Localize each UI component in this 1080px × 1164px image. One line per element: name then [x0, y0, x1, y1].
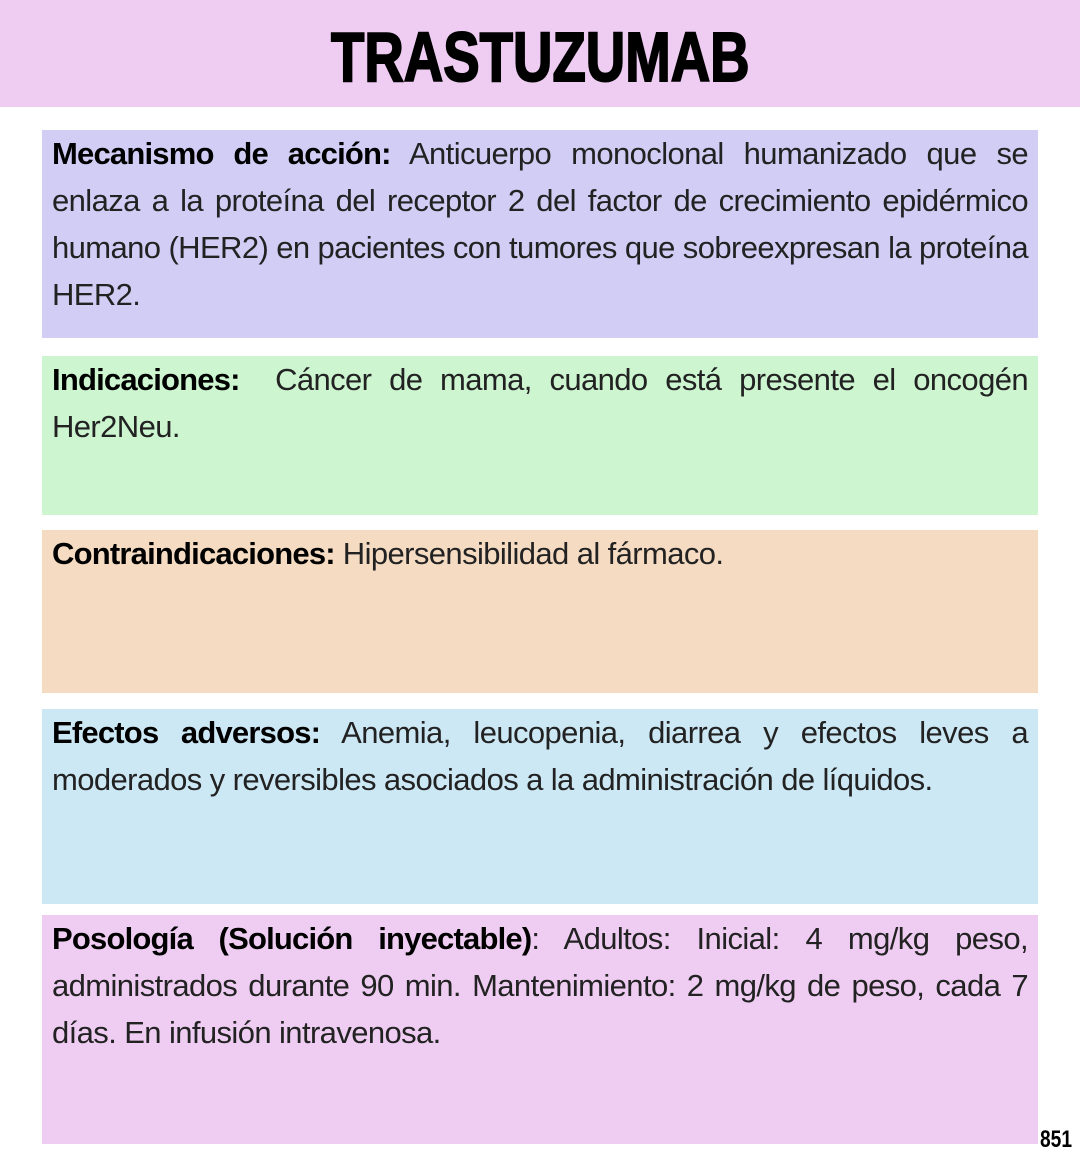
section-label: Indicaciones:	[52, 362, 240, 397]
section-mechanism	[42, 130, 1038, 338]
section-indications	[42, 356, 1038, 515]
section-label: Efectos adversos:	[52, 715, 321, 750]
section-contraindications	[42, 530, 1038, 693]
drug-title: TRASTUZUMAB	[330, 17, 750, 96]
section-dosage	[42, 915, 1038, 1144]
page-number: 851	[1040, 1126, 1073, 1153]
section-label: Posología (Solución inyectable)	[52, 921, 532, 956]
section-body	[52, 915, 1028, 1056]
section-label: Contraindicaciones:	[52, 536, 335, 571]
section-text: Cáncer de mama, cuando está presente el oncogén Her2Neu.	[52, 362, 1037, 444]
section-text: Anemia, leucopenia, diarrea y efectos leves a moderados y reversibles asociados a la administración de líquidos.	[52, 715, 1028, 797]
section-body	[52, 530, 1028, 577]
section-label: Mecanismo de acción:	[52, 136, 391, 171]
section-adverse-effects	[42, 709, 1038, 904]
section-body	[52, 130, 1028, 318]
section-body	[52, 356, 1037, 450]
section-text: Anticuerpo monoclonal humanizado que se enlaza a la proteína del receptor 2 del factor de crecimiento epidérmico humano (HER2) en pacientes con tumores que sobreexpresan la proteína HER2.	[52, 136, 1028, 312]
section-text: : Adultos: Inicial: 4 mg/kg peso, administrados durante 90 min. Mantenimiento: 2 mg/kg de peso, cada 7 días. En infusión intravenosa.	[52, 921, 1028, 1050]
section-text: Hipersensibilidad al fármaco.	[334, 536, 724, 571]
title-banner	[0, 0, 1080, 107]
section-body	[52, 709, 1028, 803]
